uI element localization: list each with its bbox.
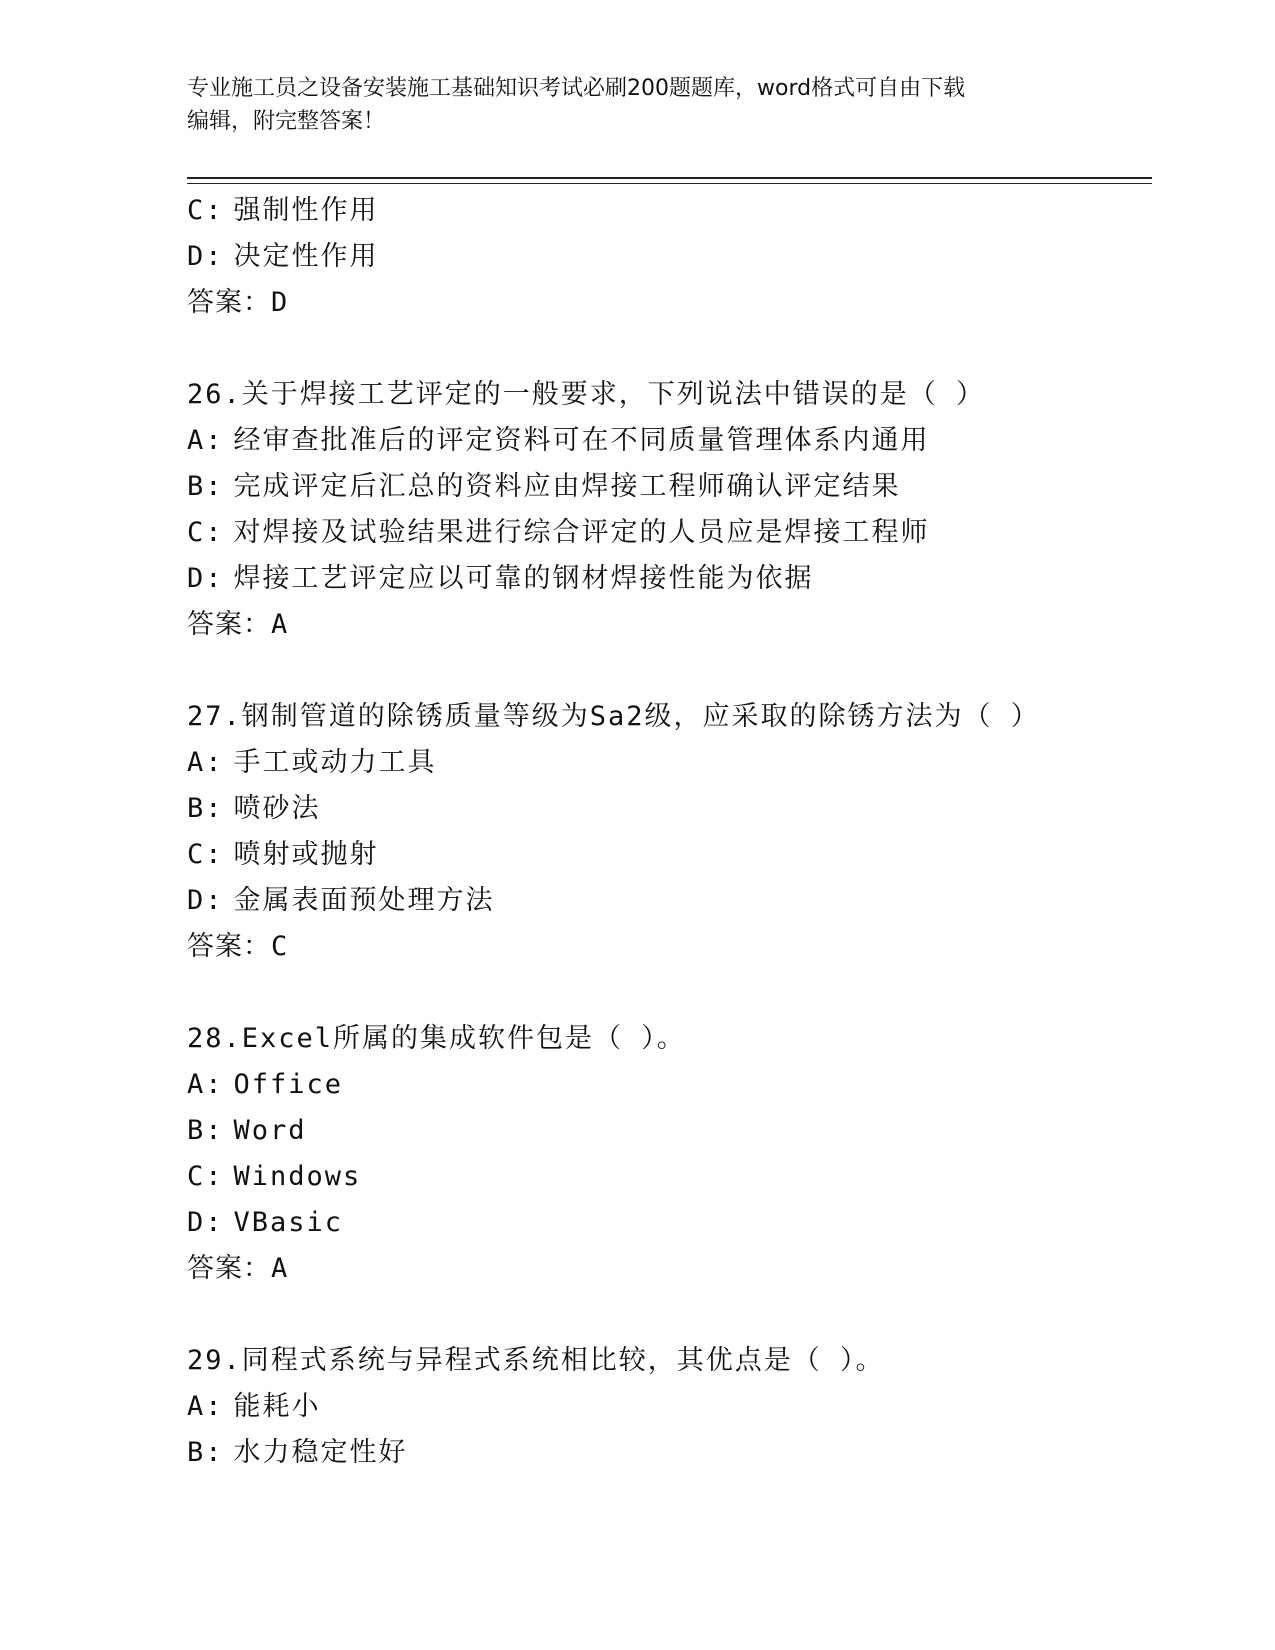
q25-option-c [187, 188, 1152, 234]
option-text: Word [233, 1115, 307, 1146]
spacer [187, 648, 1152, 694]
answer-label: 答案： [187, 609, 271, 640]
option-key: A: [187, 425, 224, 456]
answer-value: A [271, 1253, 289, 1284]
option-key: D: [187, 885, 224, 916]
q26-option-b [187, 464, 1152, 510]
header-line-1: 专业施工员之设备安装施工基础知识考试必刷200题题库，word格式可自由下载 [187, 76, 966, 101]
q28-option-d [187, 1200, 1152, 1246]
option-key: A: [187, 747, 224, 778]
answer-value: D [271, 287, 289, 318]
option-key: B: [187, 471, 224, 502]
option-text: 手工或动力工具 [233, 747, 437, 778]
option-text: 对焊接及试验结果进行综合评定的人员应是焊接工程师 [233, 517, 930, 548]
q26-option-d [187, 556, 1152, 602]
q29-stem: 29.同程式系统与异程式系统相比较，其优点是（ ）。 [187, 1345, 885, 1376]
option-key: B: [187, 793, 224, 824]
answer-value: C [271, 931, 289, 962]
q27-stem: 27.钢制管道的除锈质量等级为Sa2级，应采取的除锈方法为（ ） [187, 701, 1040, 732]
q27-option-a [187, 740, 1152, 786]
option-text: 决定性作用 [233, 241, 379, 272]
q25-answer [187, 280, 1152, 326]
option-text: 完成评定后汇总的资料应由焊接工程师确认评定结果 [233, 471, 901, 502]
q29-option-a [187, 1384, 1152, 1430]
option-text: 能耗小 [233, 1391, 321, 1422]
option-text: 喷射或抛射 [233, 839, 379, 870]
q27-answer [187, 924, 1152, 970]
q27-option-c [187, 832, 1152, 878]
answer-label: 答案： [187, 287, 271, 318]
spacer [187, 1292, 1152, 1338]
q26-answer [187, 602, 1152, 648]
question-list [187, 188, 1152, 1476]
option-key: D: [187, 241, 224, 272]
option-text: Office [233, 1069, 344, 1100]
answer-label: 答案： [187, 931, 271, 962]
document-header [187, 72, 1087, 138]
q28-option-c [187, 1154, 1152, 1200]
header-line-2: 编辑，附完整答案！ [187, 109, 386, 134]
option-key: B: [187, 1437, 224, 1468]
option-text: 水力稳定性好 [233, 1437, 408, 1468]
option-key: D: [187, 1207, 224, 1238]
option-key: C: [187, 195, 224, 226]
option-key: C: [187, 839, 224, 870]
q25-option-d [187, 234, 1152, 280]
option-key: A: [187, 1391, 224, 1422]
option-text: VBasic [233, 1207, 344, 1238]
q26-option-c [187, 510, 1152, 556]
option-text: 金属表面预处理方法 [233, 885, 495, 916]
q26-option-a [187, 418, 1152, 464]
q28-answer [187, 1246, 1152, 1292]
spacer [187, 970, 1152, 1016]
q26-stem: 26.关于焊接工艺评定的一般要求，下列说法中错误的是（ ） [187, 379, 986, 410]
option-text: 强制性作用 [233, 195, 379, 226]
answer-value: A [271, 609, 289, 640]
option-key: B: [187, 1115, 224, 1146]
option-key: A: [187, 1069, 224, 1100]
header-divider-thin [187, 183, 1152, 184]
q28-option-b [187, 1108, 1152, 1154]
option-key: D: [187, 563, 224, 594]
option-text: 焊接工艺评定应以可靠的钢材焊接性能为依据 [233, 563, 814, 594]
q27-option-d [187, 878, 1152, 924]
q27-option-b [187, 786, 1152, 832]
q28-option-a [187, 1062, 1152, 1108]
option-text: 经审查批准后的评定资料可在不同质量管理体系内通用 [233, 425, 930, 456]
option-key: C: [187, 1161, 224, 1192]
answer-label: 答案： [187, 1253, 271, 1284]
q28-stem: 28.Excel所属的集成软件包是（ ）。 [187, 1023, 686, 1054]
option-text: 喷砂法 [233, 793, 321, 824]
option-key: C: [187, 517, 224, 548]
spacer [187, 326, 1152, 372]
header-divider [187, 177, 1152, 179]
option-text: Windows [233, 1161, 362, 1192]
q29-option-b [187, 1430, 1152, 1476]
